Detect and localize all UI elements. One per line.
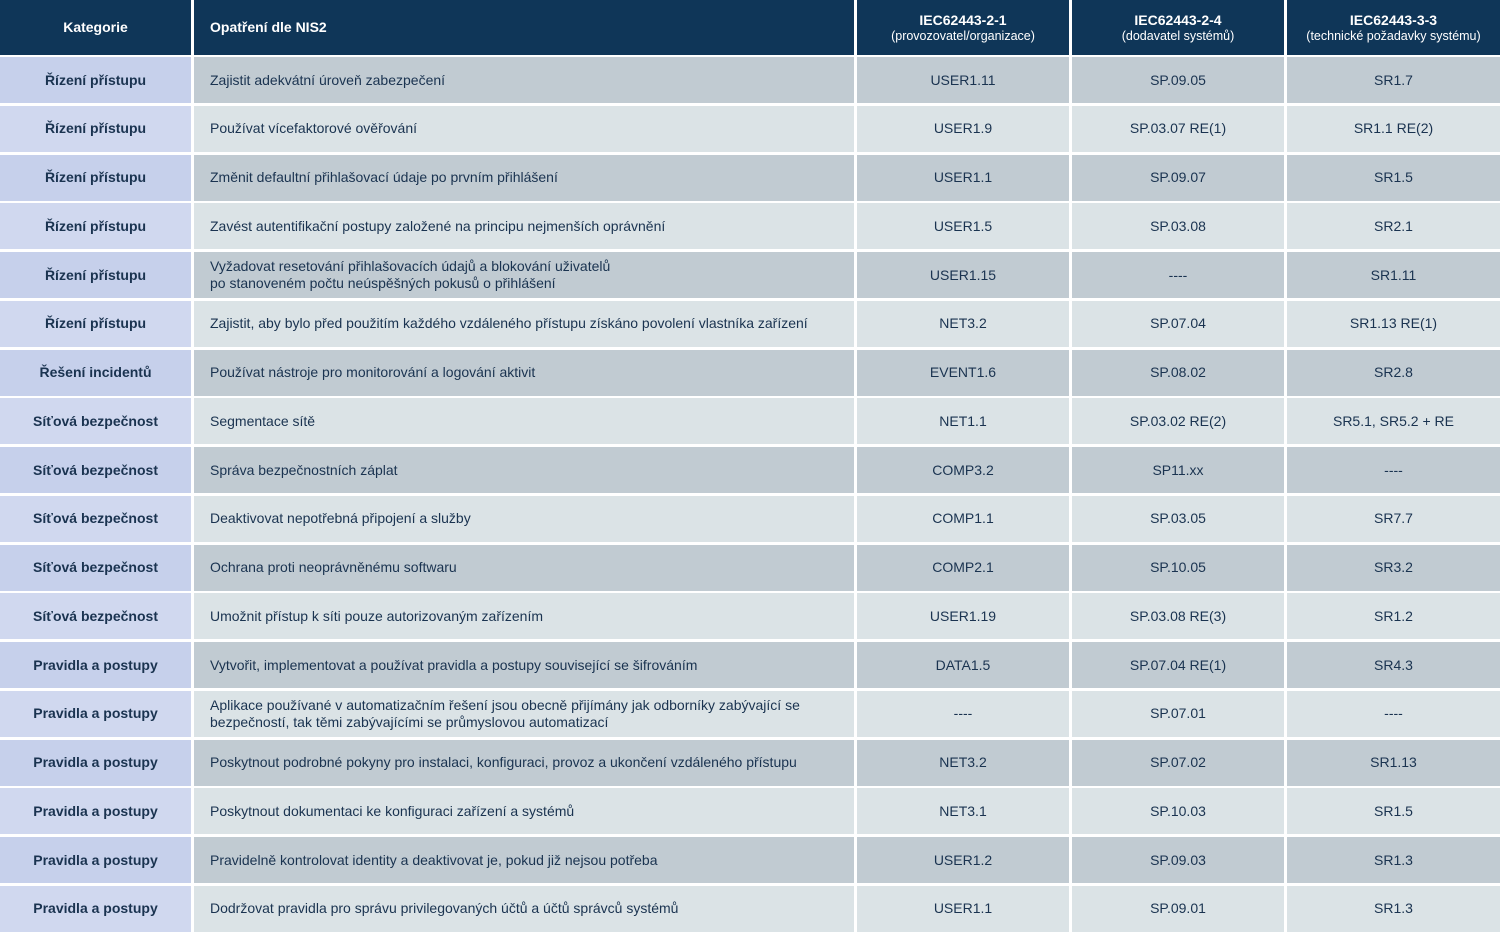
cell-iec62443-2-4-text: SP11.xx (1152, 461, 1204, 478)
cell-iec62443-3-3-text: SR4.3 (1374, 656, 1413, 673)
cell-iec62443-2-1 (857, 886, 1069, 932)
cell-iec62443-2-4-text: SP.03.02 RE(2) (1129, 412, 1227, 429)
table-row (0, 496, 1500, 542)
cell-iec62443-3-3-text: SR1.3 (1374, 851, 1413, 868)
table-row (0, 203, 1500, 249)
cell-iec62443-3-3-text: SR1.11 (1370, 266, 1417, 283)
cell-category (0, 691, 191, 737)
cell-category-text: Síťová bezpečnost (33, 510, 158, 527)
cell-category-text: Řešení incidentů (39, 364, 152, 380)
cell-category (0, 447, 191, 493)
cell-iec62443-2-4 (1072, 740, 1284, 786)
cell-iec62443-2-4 (1072, 642, 1284, 688)
cell-category (0, 788, 191, 834)
cell-measure-text: Zajistit adekvátní úroveň zabezpečení (210, 71, 446, 88)
cell-iec62443-2-1 (857, 106, 1069, 152)
cell-iec62443-2-1 (857, 740, 1069, 786)
cell-category-text: Pravidla a postupy (33, 851, 158, 868)
cell-category-text: Řízení přístupu (44, 169, 147, 185)
cell-measure-text: Aplikace používané v automatizačním řešení jsou obecně přijímány jak odborníky zabývající se bezpečností, tak těmi zabývajícími se průmyslovou automatizací (210, 696, 800, 730)
cell-category (0, 350, 191, 396)
cell-measure-text: Vyžadovat resetování přihlašovacích údajů a blokování uživatelů po stanoveném počtu neúspěšných pokusů o přihlášení (210, 258, 611, 291)
cell-measure-text: Změnit defaultní přihlašovací údaje po prvním přihlášení (210, 169, 558, 185)
cell-iec62443-3-3-text: SR7.7 (1374, 510, 1413, 527)
cell-iec62443-3-3-text: SR1.13 RE(1) (1349, 315, 1438, 332)
cell-iec62443-3-3 (1287, 252, 1500, 298)
table-row (0, 740, 1500, 786)
cell-iec62443-3-3 (1287, 691, 1500, 737)
cell-iec62443-2-4 (1072, 545, 1284, 591)
cell-iec62443-2-1-text: USER1.9 (933, 120, 993, 137)
cell-iec62443-2-4-text: SP.07.01 (1150, 705, 1206, 722)
cell-iec62443-2-4-text: SP.10.05 (1150, 559, 1206, 575)
cell-iec62443-2-4-text: SP.08.02 (1150, 364, 1206, 380)
cell-iec62443-2-4-text: SP.09.05 (1150, 71, 1206, 88)
cell-iec62443-3-3-text: ---- (1384, 705, 1403, 722)
table-row (0, 545, 1500, 591)
cell-category (0, 593, 191, 639)
cell-measure (194, 57, 854, 103)
cell-iec62443-2-4 (1072, 447, 1284, 493)
cell-measure (194, 496, 854, 542)
cell-measure (194, 350, 854, 396)
cell-iec62443-2-1 (857, 155, 1069, 201)
cell-iec62443-3-3-text: SR1.1 RE(2) (1353, 120, 1434, 137)
cell-iec62443-3-3 (1287, 740, 1500, 786)
header-iec62443-2-1 (857, 0, 1069, 55)
header-measure-label: Opatření dle NIS2 (210, 19, 327, 35)
cell-iec62443-2-4-text: SP.03.05 (1150, 510, 1206, 527)
cell-category-text: Pravidla a postupy (33, 705, 158, 722)
cell-iec62443-2-1-text: NET3.1 (939, 802, 987, 819)
cell-iec62443-2-4-text: SP.10.03 (1150, 802, 1206, 819)
table-row (0, 350, 1500, 396)
cell-iec62443-2-1-text: USER1.15 (929, 266, 997, 283)
cell-measure (194, 886, 854, 932)
table-row (0, 886, 1500, 932)
header-category-label: Kategorie (63, 19, 128, 35)
table-row (0, 301, 1500, 347)
cell-category (0, 155, 191, 201)
cell-iec62443-3-3 (1287, 642, 1500, 688)
cell-iec62443-2-4 (1072, 106, 1284, 152)
cell-iec62443-3-3-text: SR1.5 (1374, 802, 1413, 819)
cell-iec62443-3-3 (1287, 57, 1500, 103)
cell-iec62443-2-1-text: COMP2.1 (932, 559, 994, 575)
cell-iec62443-2-1-text: USER1.11 (930, 71, 996, 88)
cell-iec62443-2-1-text: USER1.19 (929, 607, 997, 624)
cell-iec62443-2-1-text: COMP3.2 (932, 461, 994, 478)
cell-iec62443-3-3-text: SR1.2 (1374, 607, 1413, 624)
table-row (0, 593, 1500, 639)
cell-iec62443-2-4 (1072, 837, 1284, 883)
cell-measure (194, 106, 854, 152)
cell-category (0, 106, 191, 152)
cell-measure-text: Segmentace sítě (210, 412, 316, 429)
cell-measure (194, 593, 854, 639)
cell-iec62443-2-4-text: SP.07.04 (1150, 315, 1206, 332)
cell-iec62443-2-4-text: ---- (1168, 266, 1188, 283)
cell-iec62443-2-4 (1072, 788, 1284, 834)
cell-iec62443-3-3-text: SR1.13 (1370, 754, 1417, 770)
cell-measure-text: Deaktivovat nepotřebná připojení a služby (210, 510, 471, 527)
cell-iec62443-3-3 (1287, 837, 1500, 883)
cell-measure-text: Umožnit přístup k síti pouze autorizovaným zařízením (210, 607, 544, 624)
cell-measure (194, 252, 854, 298)
header-measure (194, 0, 854, 55)
cell-iec62443-3-3 (1287, 496, 1500, 542)
cell-iec62443-2-1-text: USER1.1 (933, 900, 993, 917)
cell-iec62443-2-1-text: DATA1.5 (935, 656, 991, 673)
cell-category-text: Síťová bezpečnost (33, 607, 158, 624)
cell-category-text: Řízení přístupu (44, 266, 147, 283)
cell-iec62443-2-1-text: NET3.2 (939, 315, 987, 332)
header-iec1-subtitle: (provozovatel/organizace) (891, 28, 1035, 43)
cell-iec62443-3-3 (1287, 398, 1500, 444)
cell-iec62443-2-4 (1072, 203, 1284, 249)
header-category (0, 0, 191, 55)
cell-category (0, 496, 191, 542)
cell-iec62443-3-3-text: SR2.8 (1374, 364, 1413, 380)
cell-iec62443-3-3 (1287, 593, 1500, 639)
cell-iec62443-2-1 (857, 203, 1069, 249)
cell-iec62443-3-3-text: SR1.3 (1374, 900, 1413, 917)
cell-measure-text: Dodržovat pravidla pro správu privilegovaných účtů a účtů správců systémů (210, 900, 679, 917)
cell-iec62443-2-1 (857, 447, 1069, 493)
table-row (0, 447, 1500, 493)
cell-iec62443-2-1-text: USER1.2 (933, 851, 993, 868)
table-row (0, 398, 1500, 444)
cell-iec62443-3-3-text: SR1.5 (1374, 169, 1413, 185)
cell-iec62443-2-4 (1072, 252, 1284, 298)
cell-iec62443-2-1 (857, 837, 1069, 883)
header-iec1-title: IEC62443-2-1 (919, 11, 1007, 28)
cell-category (0, 398, 191, 444)
cell-category (0, 740, 191, 786)
cell-measure-text: Vytvořit, implementovat a používat pravidla a postupy související se šifrováním (210, 656, 698, 673)
cell-category-text: Síťová bezpečnost (33, 461, 158, 478)
header-iec2-title: IEC62443-2-4 (1134, 11, 1222, 28)
cell-measure-text: Správa bezpečnostních záplat (210, 461, 398, 478)
cell-iec62443-3-3 (1287, 155, 1500, 201)
cell-measure-text: Pravidelně kontrolovat identity a deaktivovat je, pokud již nejsou potřeba (210, 851, 658, 868)
cell-iec62443-3-3 (1287, 545, 1500, 591)
cell-iec62443-2-1 (857, 350, 1069, 396)
cell-iec62443-2-4 (1072, 886, 1284, 932)
cell-iec62443-3-3-text: SR5.1, SR5.2 + RE (1332, 412, 1454, 429)
cell-category (0, 886, 191, 932)
cell-iec62443-3-3 (1287, 886, 1500, 932)
cell-category-text: Pravidla a postupy (33, 656, 158, 673)
cell-category-text: Síťová bezpečnost (33, 412, 158, 429)
cell-measure-text: Používat nástroje pro monitorování a logování aktivit (210, 364, 536, 380)
cell-iec62443-3-3 (1287, 203, 1500, 249)
cell-category-text: Řízení přístupu (44, 71, 147, 88)
cell-iec62443-2-4-text: SP.09.01 (1150, 900, 1206, 917)
cell-iec62443-2-4-text: SP.09.03 (1150, 851, 1206, 868)
cell-iec62443-2-1 (857, 642, 1069, 688)
table-row (0, 691, 1500, 737)
cell-measure (194, 788, 854, 834)
cell-iec62443-2-4-text: SP.03.08 (1150, 217, 1206, 234)
cell-measure (194, 740, 854, 786)
cell-iec62443-3-3-text: SR3.2 (1374, 559, 1413, 575)
cell-category (0, 301, 191, 347)
header-iec2-subtitle: (dodavatel systémů) (1121, 28, 1235, 43)
table-row (0, 57, 1500, 103)
table-row (0, 155, 1500, 201)
cell-iec62443-3-3-text: SR1.7 (1374, 71, 1413, 88)
cell-iec62443-2-1 (857, 788, 1069, 834)
cell-iec62443-2-1-text: NET1.1 (939, 412, 987, 429)
cell-measure (194, 301, 854, 347)
cell-iec62443-2-1-text: ---- (953, 705, 973, 722)
table-row (0, 252, 1500, 298)
table-row (0, 837, 1500, 883)
cell-measure-text: Zavést autentifikační postupy založené na principu nejmenších oprávnění (210, 217, 666, 234)
table-row (0, 106, 1500, 152)
header-iec62443-2-4 (1072, 0, 1284, 55)
cell-iec62443-2-4-text: SP.03.08 RE(3) (1129, 607, 1227, 624)
cell-category-text: Síťová bezpečnost (33, 559, 158, 575)
cell-iec62443-2-4-text: SP.07.02 (1150, 754, 1206, 770)
cell-iec62443-2-4-text: SP.07.04 RE(1) (1129, 656, 1227, 673)
cell-iec62443-3-3-text: ---- (1384, 461, 1403, 478)
cell-iec62443-2-1-text: USER1.1 (933, 169, 993, 185)
cell-measure-text: Poskytnout podrobné pokyny pro instalaci, konfiguraci, provoz a ukončení vzdáleného přístupu (210, 754, 797, 770)
cell-measure (194, 837, 854, 883)
cell-iec62443-2-1 (857, 496, 1069, 542)
cell-iec62443-3-3 (1287, 106, 1500, 152)
cell-measure-text: Poskytnout dokumentaci ke konfiguraci zařízení a systémů (210, 802, 575, 819)
cell-iec62443-2-1-text: EVENT1.6 (929, 364, 997, 380)
table-row (0, 642, 1500, 688)
cell-measure-text: Ochrana proti neoprávněnému softwaru (210, 559, 457, 575)
cell-iec62443-3-3 (1287, 350, 1500, 396)
cell-category-text: Řízení přístupu (44, 217, 147, 234)
cell-iec62443-2-1 (857, 301, 1069, 347)
cell-measure (194, 447, 854, 493)
cell-category-text: Pravidla a postupy (33, 900, 158, 917)
cell-iec62443-3-3 (1287, 447, 1500, 493)
cell-iec62443-2-1-text: NET3.2 (939, 754, 987, 770)
table-row (0, 788, 1500, 834)
cell-iec62443-2-4 (1072, 155, 1284, 201)
cell-iec62443-3-3 (1287, 301, 1500, 347)
cell-category-text: Pravidla a postupy (33, 754, 158, 770)
cell-iec62443-2-4-text: SP.09.07 (1150, 169, 1206, 185)
cell-iec62443-3-3-text: SR2.1 (1374, 217, 1413, 234)
cell-iec62443-2-1 (857, 691, 1069, 737)
cell-iec62443-2-4 (1072, 350, 1284, 396)
cell-iec62443-2-4 (1072, 691, 1284, 737)
cell-iec62443-2-1-text: COMP1.1 (932, 510, 994, 527)
cell-category (0, 57, 191, 103)
cell-measure (194, 155, 854, 201)
cell-category-text: Pravidla a postupy (33, 802, 158, 819)
cell-category-text: Řízení přístupu (44, 120, 147, 137)
cell-category (0, 642, 191, 688)
cell-iec62443-2-1 (857, 545, 1069, 591)
cell-category (0, 252, 191, 298)
cell-iec62443-2-4 (1072, 593, 1284, 639)
cell-measure (194, 691, 854, 737)
cell-measure (194, 398, 854, 444)
cell-iec62443-2-4 (1072, 496, 1284, 542)
cell-iec62443-2-4 (1072, 398, 1284, 444)
cell-category (0, 545, 191, 591)
header-iec3-subtitle: (technické požadavky systému) (1306, 28, 1481, 43)
header-iec62443-3-3 (1287, 0, 1500, 55)
cell-measure-text: Zajistit, aby bylo před použitím každého vzdáleného přístupu získáno povolení vlastníka zařízení (210, 315, 808, 332)
cell-iec62443-2-1-text: USER1.5 (933, 217, 993, 234)
cell-iec62443-2-1 (857, 593, 1069, 639)
cell-category (0, 837, 191, 883)
cell-iec62443-2-1 (857, 252, 1069, 298)
cell-measure-text: Používat vícefaktorové ověřování (210, 120, 417, 137)
header-iec3-title: IEC62443-3-3 (1349, 11, 1438, 28)
cell-measure (194, 203, 854, 249)
cell-iec62443-2-1 (857, 398, 1069, 444)
cell-iec62443-2-1 (857, 57, 1069, 103)
cell-iec62443-3-3 (1287, 788, 1500, 834)
cell-category-text: Řízení přístupu (44, 315, 147, 332)
cell-iec62443-2-4 (1072, 57, 1284, 103)
cell-category (0, 203, 191, 249)
cell-iec62443-2-4-text: SP.03.07 RE(1) (1129, 120, 1227, 137)
cell-iec62443-2-4 (1072, 301, 1284, 347)
cell-measure (194, 642, 854, 688)
cell-measure (194, 545, 854, 591)
table-header-row (0, 0, 1500, 55)
